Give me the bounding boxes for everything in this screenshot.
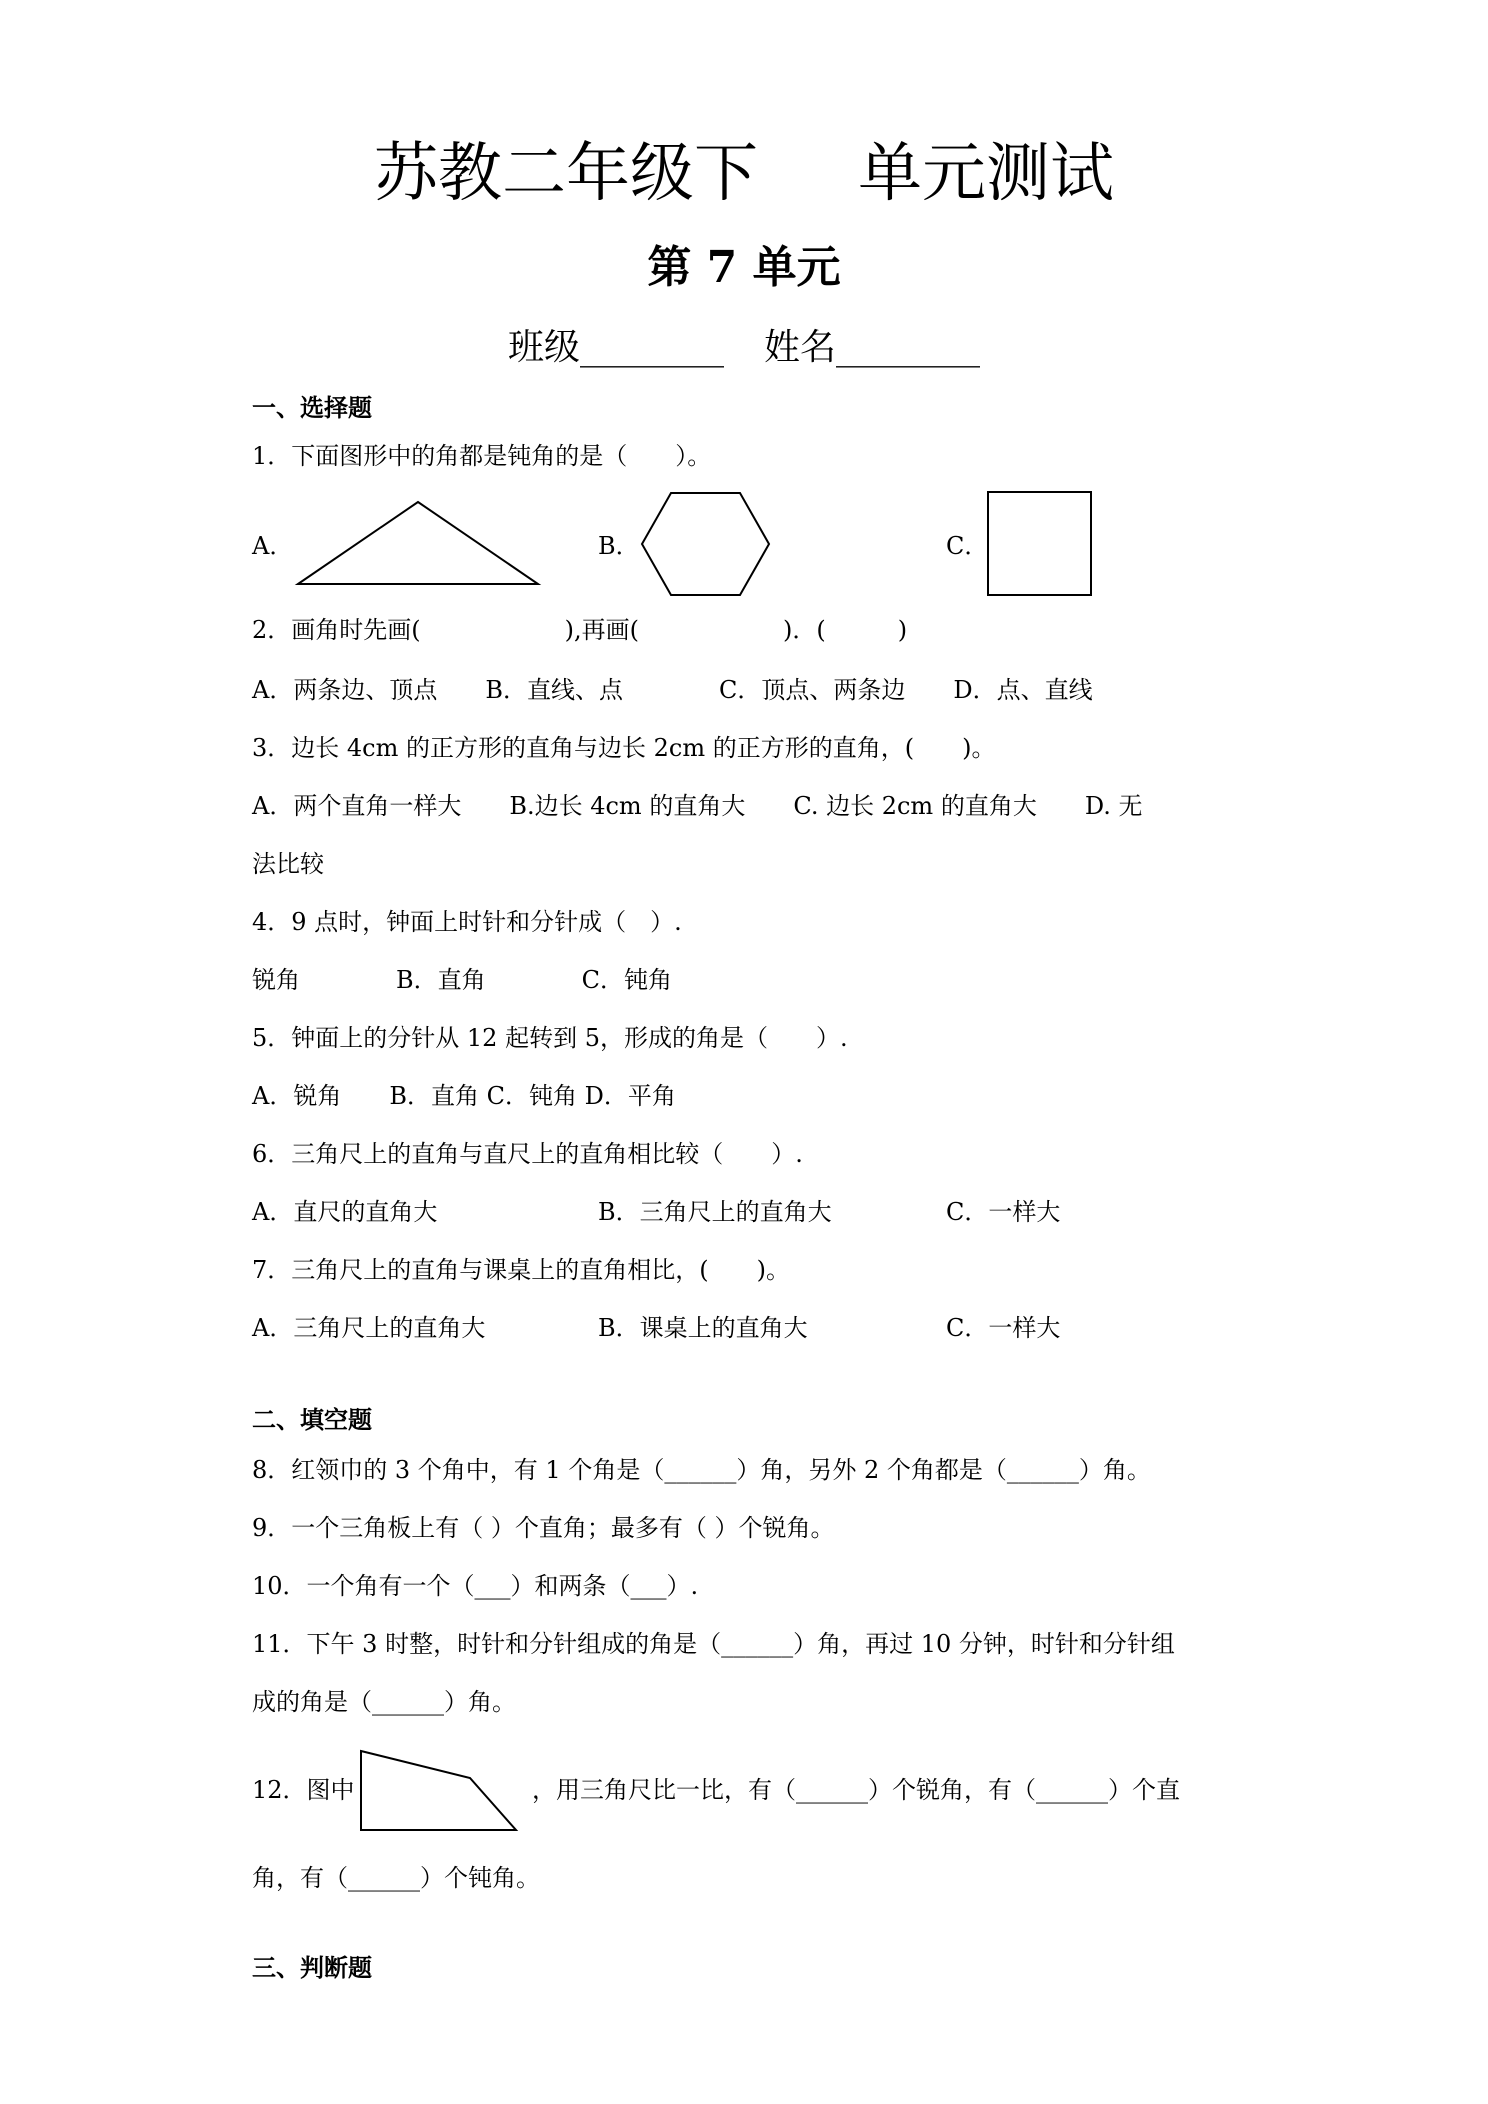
q1-stem: 1．下面图形中的角都是钝角的是（ ）。 (252, 442, 712, 470)
q1-square (986, 490, 1094, 598)
q8: 8．红领巾的 3 个角中，有 1 个角是（______）角，另外 2 个角都是（______）角。 (252, 1456, 1151, 1484)
title-test: 单元测试 (858, 137, 1114, 211)
q12-trapezoid (358, 1748, 522, 1834)
q4-options: 锐角 B．直角 C．钝角 (252, 966, 672, 994)
page-title (0, 132, 1488, 216)
q3-options: A．两个直角一样大 B.边长 4cm 的直角大 C. 边长 2cm 的直角大 D. 无 (252, 792, 1143, 820)
q1-obtuse-triangle (296, 500, 540, 588)
q9: 9．一个三角板上有（ ）个直角；最多有（ ）个锐角。 (252, 1514, 835, 1542)
q2-stem: 2．画角时先画( ),再画( )．( ) (252, 616, 908, 644)
q2-options: A．两条边、顶点 B．直线、点 C．顶点、两条边 D．点、直线 (252, 676, 1093, 704)
q4-stem: 4．9 点时，钟面上时针和分针成（ ）. (252, 908, 682, 936)
name-field[interactable]: 姓名________ (764, 327, 981, 368)
q5-options: A．锐角 B．直角 C．钝角 D．平角 (252, 1082, 676, 1110)
q7-option-a: A．三角尺上的直角大 (252, 1314, 486, 1342)
q3-options-continued: 法比较 (252, 850, 324, 878)
q12-prefix: 12．图中 (252, 1776, 355, 1804)
student-info (0, 324, 1488, 372)
q6-stem: 6．三角尺上的直角与直尺上的直角相比较（ ）. (252, 1140, 803, 1168)
class-field[interactable]: 班级________ (507, 327, 724, 368)
q11-line2: 成的角是（______）角。 (252, 1688, 516, 1716)
section-fill-blank: 二、填空题 (252, 1406, 372, 1434)
section-true-false: 三、判断题 (252, 1954, 372, 1982)
q12-line2: 角，有（______）个钝角。 (252, 1864, 540, 1892)
q7-option-c: C．一样大 (946, 1314, 1061, 1342)
q1-option-c-label: C． (946, 532, 989, 560)
unit-subtitle: 第 7 单元 (647, 242, 841, 293)
section-choice: 一、选择题 (252, 394, 372, 422)
q11-line1: 11．下午 3 时整，时针和分针组成的角是（______）角，再过 10 分钟，时针和分针组 (252, 1630, 1175, 1658)
q7-option-b: B．课桌上的直角大 (598, 1314, 808, 1342)
q1-option-a-label: A． (252, 532, 294, 560)
q5-stem: 5．钟面上的分针从 12 起转到 5，形成的角是（ ）. (252, 1024, 848, 1052)
q7-stem: 7．三角尺上的直角与课桌上的直角相比，( )。 (252, 1256, 790, 1284)
title-grade: 苏教二年级下 (374, 137, 758, 211)
q6-option-b: B．三角尺上的直角大 (598, 1198, 832, 1226)
q6-option-a: A．直尺的直角大 (252, 1198, 438, 1226)
q6-option-c: C．一样大 (946, 1198, 1061, 1226)
q10: 10．一个角有一个（___）和两条（___）. (252, 1572, 699, 1600)
q12-suffix: ，用三角尺比一比，有（______）个锐角，有（______）个直 (532, 1776, 1180, 1804)
q3-stem: 3．边长 4cm 的正方形的直角与边长 2cm 的正方形的直角，( )。 (252, 734, 996, 762)
q1-option-b-label: B． (598, 532, 640, 560)
q1-hexagon (640, 490, 772, 598)
